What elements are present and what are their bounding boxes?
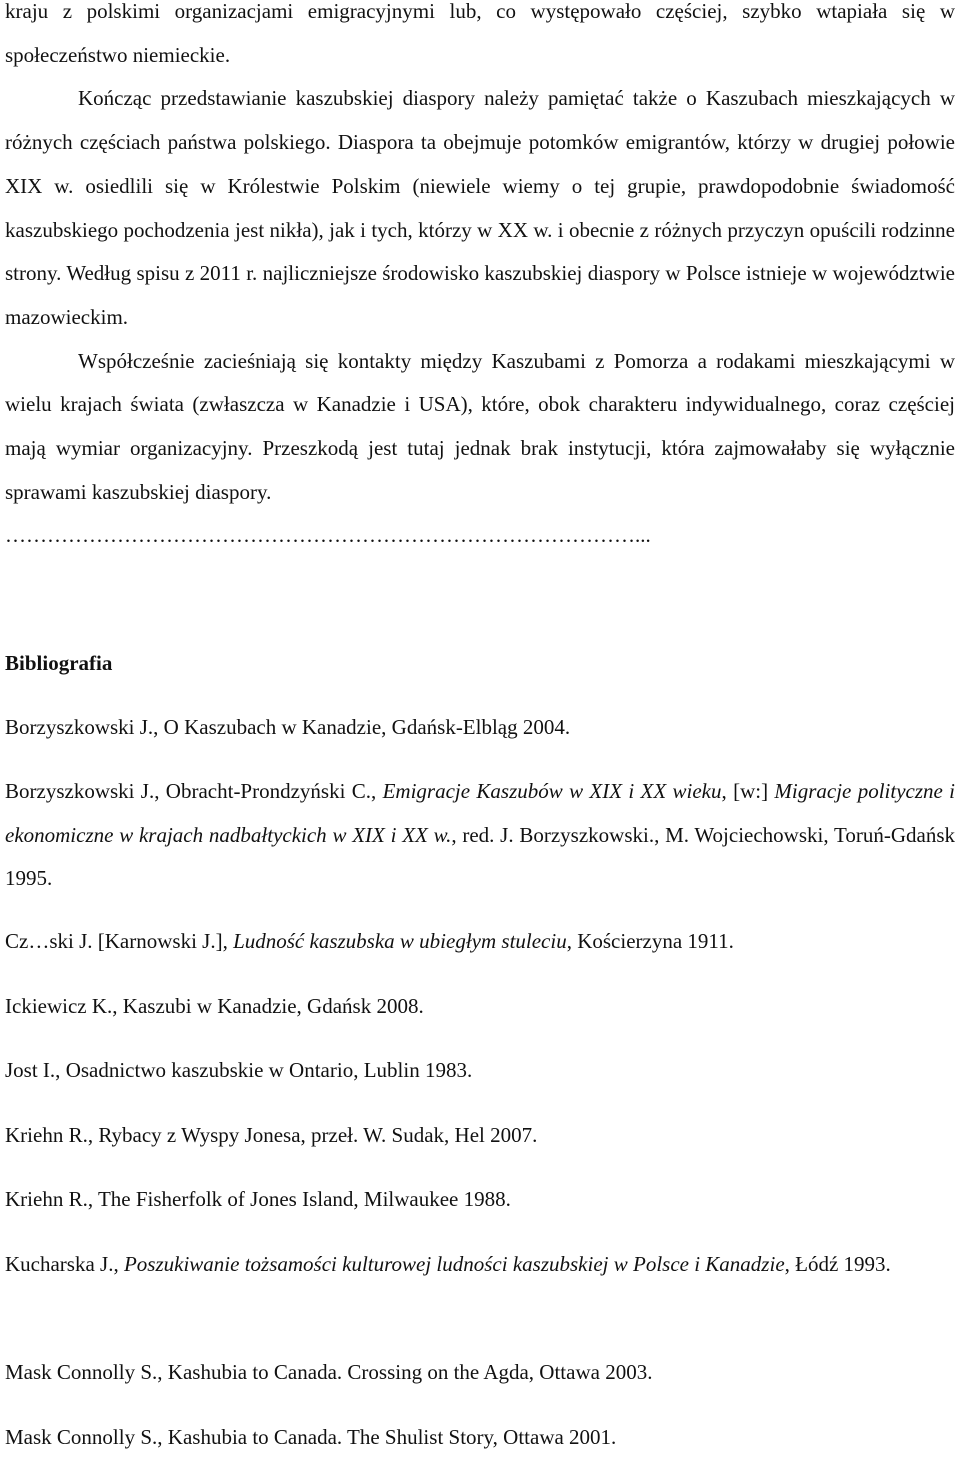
entry-text: , Łódź 1993.: [784, 1252, 891, 1276]
bibliography-entry: [5, 1178, 955, 1222]
bibliography-entry: [5, 1049, 955, 1093]
bibliography-entry: [5, 1114, 955, 1158]
entry-text: Kashubia to Canada. The Shulist Story, Ottawa 2001.: [167, 1425, 617, 1449]
body-paragraph-2: Kończąc przedstawianie kaszubskiej diaspory należy pamiętać także o Kaszubach mieszkających w różnych częściach państwa polskiego. Diaspora ta obejmuje potomków emigrantów, którzy w drugiej połowie XIX w. osiedlili się w Królestwie Polskim (niewiele wiemy o tej grupie, prawdopodobnie świadomość kaszubskiego pochodzenia jest nikła), jak i tych, którzy w XX w. i obecnie z różnych przyczyn opuścili rodzinne strony. Według spisu z 2011 r. najliczniejsze środowisko kaszubskiej diaspory w Polsce istnieje w województwie mazowieckim.: [5, 86, 955, 329]
bibliography-entry: [5, 1416, 955, 1460]
document-page: [5, 0, 955, 558]
entry-collection-title: Migracje polityczne i ekonomiczne w krajach nadbałtyckich w XIX i XX w.: [5, 779, 955, 847]
entry-author: Ickiewicz K.,: [5, 994, 123, 1018]
entry-author: Borzyszkowski J.,: [5, 715, 164, 739]
entry-text: Kaszubi w Kanadzie, Gdańsk 2008.: [122, 994, 424, 1018]
bibliography-entry: [5, 1351, 955, 1395]
entry-author: Kriehn R.,: [5, 1187, 98, 1211]
body-paragraph-1: kraju z polskimi organizacjami emigracyjnymi lub, co występowało częściej, szybko wtapiała się w społeczeństwo niemieckie.: [5, 0, 955, 67]
bibliography-entry: [5, 985, 955, 1029]
entry-title: Emigracje Kaszubów w XIX i XX wieku: [382, 779, 722, 803]
entry-text: Osadnictwo kaszubskie w Ontario, Lublin 1983.: [65, 1058, 473, 1082]
entry-text: Kashubia to Canada. Crossing on the Agda, Ottawa 2003.: [167, 1360, 653, 1384]
entry-author: Kriehn R.,: [5, 1123, 99, 1147]
body-paragraph-3: Współcześnie zacieśniają się kontakty między Kaszubami z Pomorza a rodakami mieszkającymi w wielu krajach świata (zwłaszcza w Kanadzie i USA), które, obok charakteru indywidualnego, coraz częściej mają wymiar organizacyjny. Przeszkodą jest tutaj jednak brak instytucji, która zajmowałaby się wyłącznie sprawami kaszubskiej diaspory.: [5, 348, 955, 504]
bibliography-entry: [5, 770, 955, 901]
entry-author: Borzyszkowski J., Obracht-Prondzyński C.,: [5, 779, 383, 803]
entry-text: The Fisherfolk of Jones Island, Milwaukee 1988.: [97, 1187, 511, 1211]
entry-author: Cz…ski J. [Karnowski J.],: [5, 929, 234, 953]
entry-text: O Kaszubach w Kanadzie, Gdańsk-Elbląg 2004.: [163, 715, 571, 739]
entry-text: Rybacy z Wyspy Jonesa, przeł. W. Sudak, Hel 2007.: [98, 1123, 538, 1147]
entry-author: Jost I.,: [5, 1058, 66, 1082]
bibliography-heading: Bibliografia: [5, 651, 113, 675]
bibliography-entry: [5, 920, 955, 964]
entry-text: , [w:]: [721, 779, 775, 803]
entry-title: Ludność kaszubska w ubiegłym stuleciu: [233, 929, 567, 953]
bibliography-entry: [5, 706, 955, 750]
dotted-separator: ………………………………………………………………………………...: [5, 523, 651, 548]
entry-author: Mask Connolly S.,: [5, 1425, 168, 1449]
entry-author: Kucharska J.,: [5, 1252, 124, 1276]
bibliography-entry: [5, 1243, 955, 1287]
entry-text: , red. J. Borzyszkowski., M. Wojciechowski, Toruń-Gdańsk 1995.: [5, 822, 955, 891]
entry-author: Mask Connolly S.,: [5, 1360, 168, 1384]
entry-title: Poszukiwanie tożsamości kulturowej ludności kaszubskiej w Polsce i Kanadzie: [123, 1252, 785, 1276]
entry-text: , Kościerzyna 1911.: [566, 929, 734, 953]
